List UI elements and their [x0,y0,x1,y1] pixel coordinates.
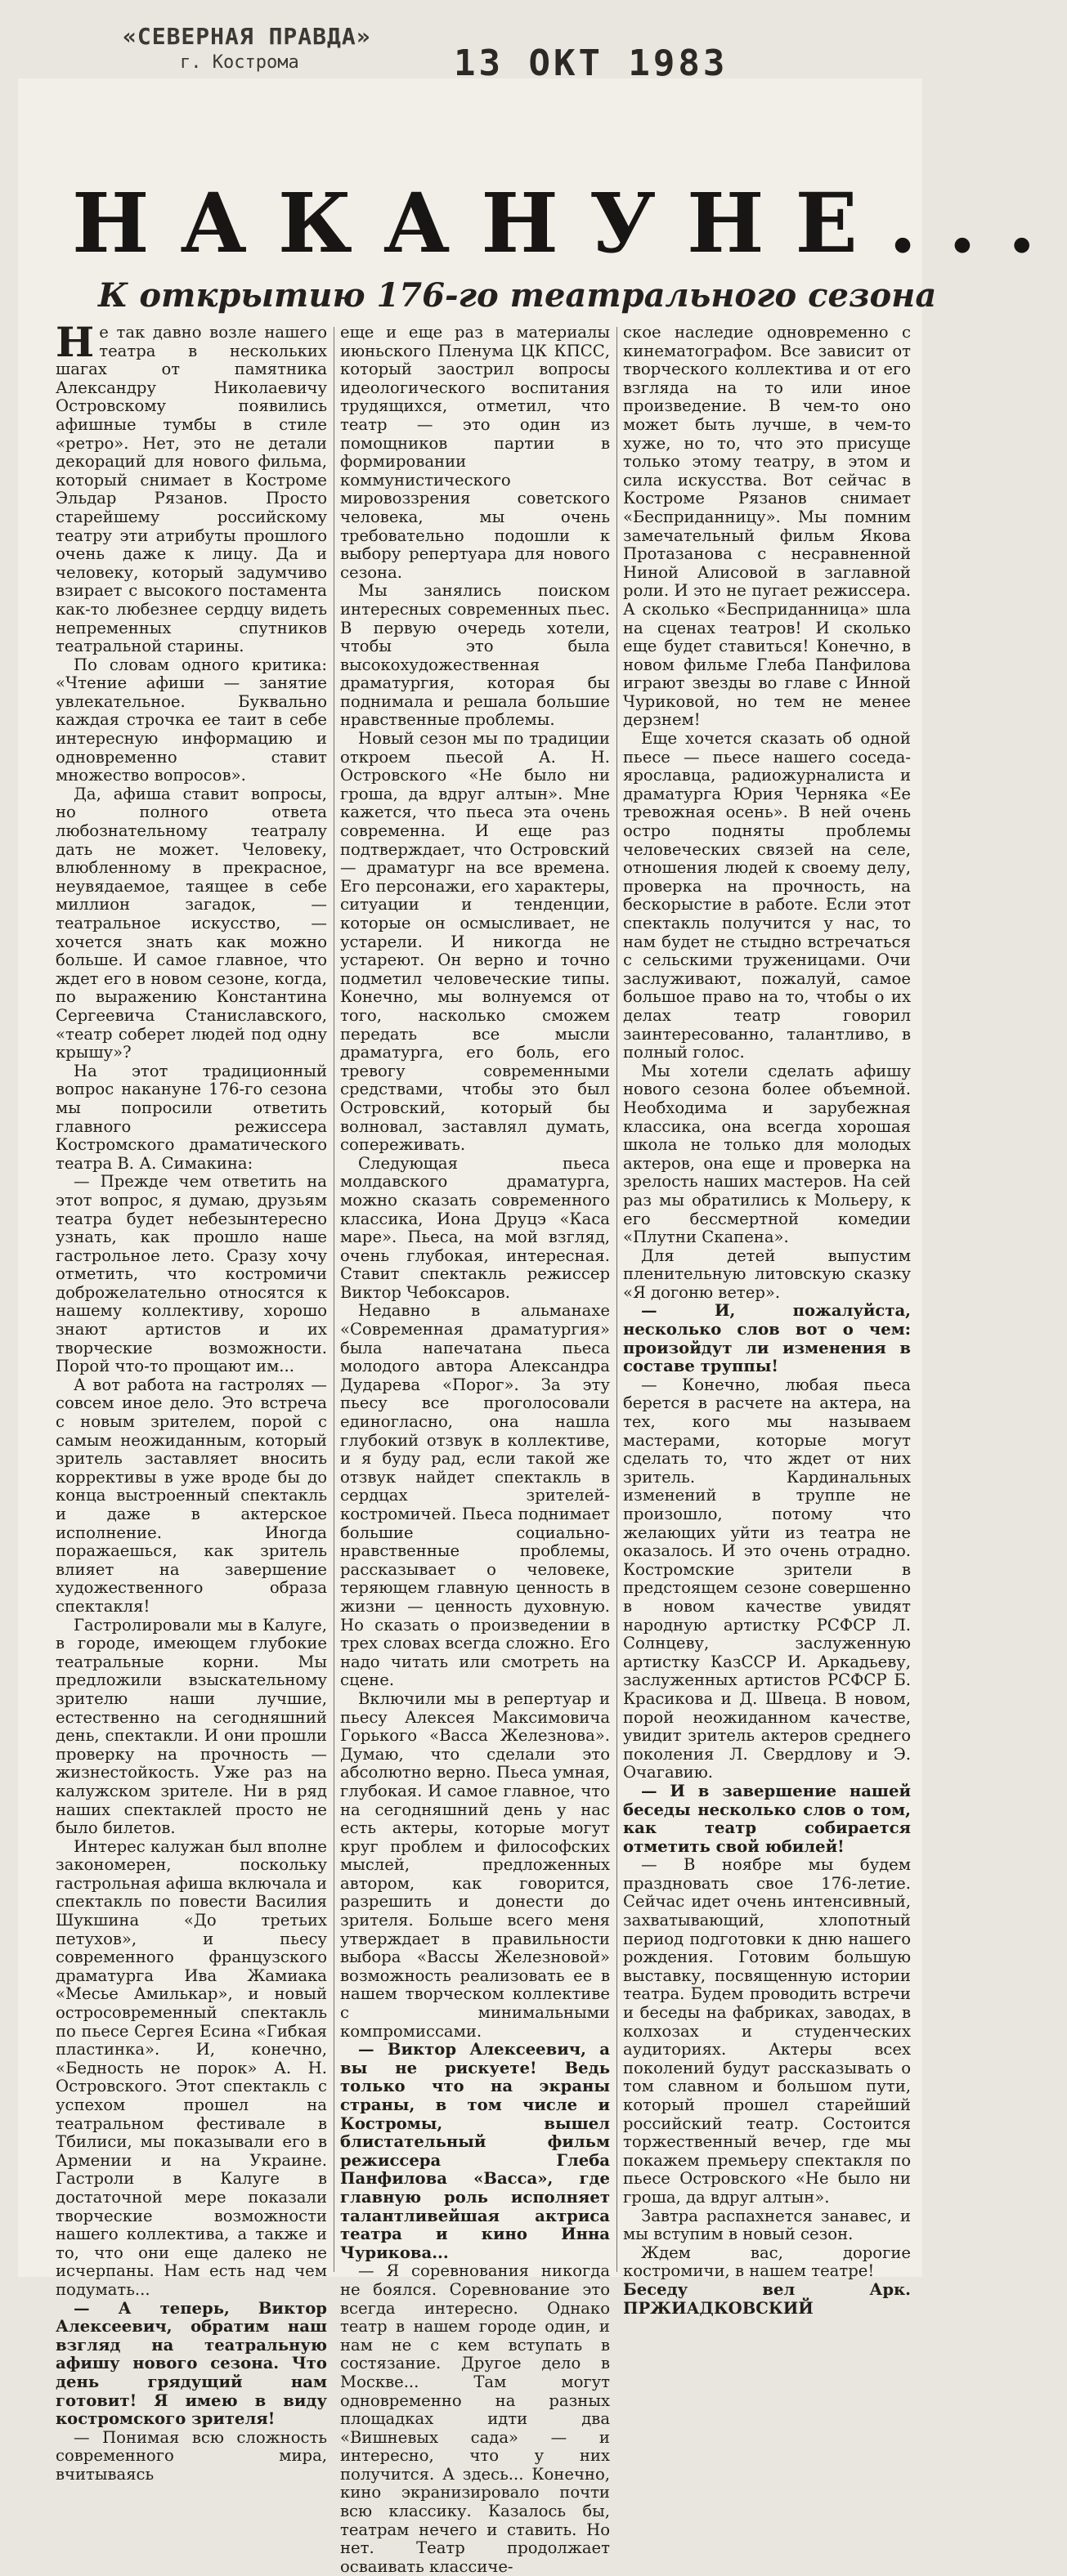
article-paragraph: Недавно в альманахе «Современная драматургия» была напечатана пьеса молодого автора Александра Дударева «Порог». За эту пьесу все проголосовали единогласно, она нашла глубокий отзвук в коллективе, и я буду рад, если такой же отзвук найдет спектакль в сердцах зрителей-костромичей. Пьеса поднимает большие социально-нравственные проблемы, рассказывает о человеке, теряющем главную ценность в жизни — ценность духовную. Но сказать о произведении в трех словах всегда сложно. Его надо читать или смотреть на сцене. [340,1301,610,1690]
article-paragraph: — Прежде чем ответить на этот вопрос, я думаю, друзьям театра будет небезынтересно узнать, как прошло наше гастрольное лето. Сразу хочу отметить, что костромичи доброжелательно относятся к нашему коллективу, хорошо знают артистов и их творческие возможности. Порой что-то прощают им... [56,1172,327,1376]
article-paragraph: Новый сезон мы по традиции откроем пьесой А. Н. Островского «Не было ни гроша, да вдруг алтын». Мне кажется, что пьеса эта очень современна. И еще раз подтверждает, что Островский — драматург на все времена. Его персонажи, его характеры, ситуации и тенденции, которые он осмысливает, не устарели. И никогда не устареют. Он верно и точно подметил человеческие типы. Конечно, мы волнуемся от того, насколько сможем передать все мысли драматурга, его боль, его тревогу современными средствами, чтобы это был Островский, который бы волновал, заставлял думать, сопереживать. [340,729,610,1155]
article-paragraph: еще и еще раз в материалы июньского Пленума ЦК КПСС, который заострил вопросы идеологического воспитания трудящихся, отметил, что театр — это один из помощников партии в формировании коммунистического мировоззрения советского человека, мы очень требовательно подошли к выбору репертуара для нового сезона. [340,323,610,582]
article-column-3 [623,323,911,2318]
article-paragraph: Мы хотели сделать афишу нового сезона более объемной. Необходима и зарубежная классика, она всегда хорошая школа не только для молодых актеров, она еще и проверка на зрелость наших мастеров. На сей раз мы обратились к Мольеру, к его бессмертной комедии «Плутни Скапена». [623,1061,911,1247]
article-paragraph: Гастролировали мы в Калуге, в городе, имеющем глубокие театральные корни. Мы предложили взыскательному зрителю наши лучшие, естественно на сегодняшний день, спектакли. И они прошли проверку на прочность — жизнестойкость. Уже раз на калужском зрителе. Ни в ряд наших спектаклей просто не было билетов. [56,1615,327,1838]
article-paragraph: По словам одного критика: «Чтение афиши — занятие увлекательное. Буквально каждая строчка ее таит в себе интересную информацию и одновременно ставит множество вопросов». [56,655,327,785]
subheadline: К открытию 176-го театрального сезона [98,276,937,315]
article-paragraph: Завтра распахнется занавес, и мы вступим в новый сезон. [623,2206,911,2244]
article-paragraph: — В ноябре мы будем праздновать свое 176-летие. Сейчас идет очень интенсивный, захватывающий, хлопотный период подготовки к дню нашего рождения. Готовим большую выставку, посвященную истории театра. Будем проводить встречи и беседы на фабриках, заводах, в колхозах и студенческих аудиториях. Актеры всех поколений будут рассказывать о том славном и большом пути, который прошел старейший российский театр. Состоится торжественный вечер, где мы покажем премьеру спектакля по пьесе Островского «Не было ни гроша, да вдруг алтын». [623,1855,911,2207]
article-paragraph: Еще хочется сказать об одной пьесе — пьесе нашего соседа-ярославца, радиожурналиста и драматурга Юрия Черняка «Ее тревожная осень». В ней очень остро подняты проблемы человеческих связей на селе, отношения людей к своему делу, проверка на прочность, на бескорыстие в работе. Если этот спектакль получится у нас, то нам будет не стыдно встречаться с сельскими труженицами. Очи заслуживают, пожалуй, самое большое право на то, чтобы о их делах театр говорил заинтересованно, талантливо, в полный голос. [623,729,911,1062]
article-paragraph: — Конечно, любая пьеса берется в расчете на актера, на тех, кого мы называем мастерами, которые могут сделать то, что ждет от них зритель. Кардинальных изменений в труппе не произошло, потому что желающих уйти из театра не оказалось. И это очень отрадно. Костромские зрители в предстоящем сезоне совершенно в новом качестве увидят народную артистку РСФСР Л. Солнцеву, заслуженную артистку КазССР И. Аркадьеву, заслуженных артистов РСФСР Б. Красикова и Д. Швеца. В новом, порой неожиданном качестве, увидит зритель актеров среднего поколения Л. Свердлову и Э. Очагавию. [623,1375,911,1782]
column-divider [616,327,617,2272]
article-paragraph: Мы занялись поиском интересных современных пьес. В первую очередь хотели, чтобы это была высокохудожественная драматургия, которая бы поднимала и решала большие нравственные проблемы. [340,581,610,730]
stamp-newspaper-name: «СЕВЕРНАЯ ПРАВДА» [123,23,371,50]
article-paragraph: — Понимая всю сложность современного мира, вчитываясь [56,2427,327,2484]
article-paragraph: Ждем вас, дорогие костромичи, в нашем театре! [623,2243,911,2281]
stamp-date: 13 ОКТ 1983 [454,42,729,84]
newspaper-stamp [123,23,371,75]
article-paragraph: ское наследие одновременно с кинематографом. Все зависит от творческого коллектива и от его взгляда на то или иное произведение. В чем-то оно может быть лучше, в чем-то хуже, но то, что это присуще только этому театру, в этом и сила искусства. Вот сейчас в Костроме Рязанов снимает «Бесприданницу». Мы помним замечательный фильм Якова Протазанова с несравненной Ниной Алисовой в заглавной роли. И это не пугает режиссера. А сколько «Бесприданница» шла на сценах театров! И сколько еще будет ставиться! Конечно, в новом фильме Глеба Панфилова играют звезды во главе с Инной Чуриковой, но тем не менее дерзнем! [623,323,911,730]
stamp-city: г. Кострома [180,52,299,73]
interview-question: — Виктор Алексеевич, а вы не рискуете! Ведь только что на экраны страны, в том числе и Костромы, вышел блистательный фильм режиссера Глеба Панфилова «Васса», где главную роль исполняет талантливейшая актриса театра и кино Инна Чурикова... [340,2040,610,2262]
article-paragraph: Для детей выпустим пленительную литовскую сказку «Я догоню ветер». [623,1246,911,1302]
interview-question: — И, пожалуйста, несколько слов вот о чем: произойдут ли изменения в составе труппы! [623,1301,911,1376]
article-column-1 [56,318,327,2484]
article-paragraph: На этот традиционный вопрос накануне 176-го сезона мы попросили ответить главного режиссера Костромского драматического театра В. А. Симакина: [56,1061,327,1173]
interview-question: — И в завершение нашей беседы несколько слов о том, как театр собирается отметить свой юбилей! [623,1781,911,1856]
article-paragraph [56,318,327,656]
article-paragraph: Следующая пьеса молдавского драматурга, можно сказать современного классика, Иона Друцэ «Каса маре». Пьеса, на мой взгляд, очень глубокая, интересная. Ставит спектакль режиссер Виктор Чебоксаров. [340,1153,610,1302]
article-paragraph: — Я соревнования никогда не боялся. Соревнование это всегда интересно. Однако театр в нашем городе один, и нам не с кем вступать в состязание. Другое дело в Москве... Там могут одновременно на разных площадках идти два «Вишневых сада» — и интересно, что у них получится. А здесь... Конечно, кино экранизировало почти всю классику. Казалось бы, театрам нечего и ставить. Но нет. Театр продолжает осваивать классиче- [340,2261,610,2576]
paragraph-text: е так давно возле нашего театра в нескольких шагах от памятника Александру Николаевичу Островскому появились афишные тумбы в стиле «ретро». Нет, это не детали декораций для нового фильма, который снимает в Костроме Эльдар Рязанов. Просто старейшему российскому театру эти атрибуты прошлого очень даже к лицу. Да и человеку, который задумчиво взирает с высокого постамента как-то любезнее сердцу видеть непременных спутников театральной старины. [56,323,327,656]
signature: Беседу вел Арк. ПРЖИАДКОВСКИЙ [623,2279,911,2318]
drop-cap: Н [56,318,95,366]
article-paragraph: Включили мы в репертуар и пьесу Алексея Максимовича Горького «Васса Железнова». Думаю, что сделали это абсолютно верно. Пьеса умная, глубокая. И самое главное, что на сегодняшний день у нас есть актеры, которые могут круг проблем и философских мыслей, предложенных автором, как говорится, разрешить и донести до зрителя. Больше всего меня утверждает в правильности выбора «Вассы Железновой» возможность реализовать ее в нашем творческом коллективе с минимальными компромиссами. [340,1688,610,2041]
headline: НАКАНУНЕ... [72,175,1067,271]
article-paragraph: А вот работа на гастролях — совсем иное дело. Это встреча с новым зрителем, порой с самым неожиданным, который зритель заставляет вносить коррективы в уже вроде бы до конца выстроенный спектакль и даже в актерское исполнение. Иногда поражаешься, как зритель влияет на завершение художественного образа спектакля! [56,1375,327,1616]
article-paragraph: Да, афиша ставит вопросы, но полного ответа любознательному театралу дать не может. Человеку, влюбленному в прекрасное, неувядаемое, таящее в себе миллион загадок, — театральное искусство, — хочется знать как можно больше. И самое главное, что ждет его в новом сезоне, когда, по выражению Константина Сергеевича Станиславского, «театр соберет людей под одну крышу»? [56,784,327,1062]
article-paragraph: Интерес калужан был вполне закономерен, поскольку гастрольная афиша включала и спектакль по повести Василия Шукшина «До третьих петухов», и пьесу современного французского драматурга Ива Жамиака «Месье Амилькар», и новый остросовременный спектакль по пьесе Сергея Есина «Гибкая пластинка». И, конечно, «Бедность не порок» А. Н. Островского. Этот спектакль с успехом прошел на театральном фестивале в Тбилиси, мы показывали его в Армении и на Украине. Гастроли в Калуге в достаточной мере показали творческие возможности нашего коллектива, а также и то, что они еще далеко не исчерпаны. Нам есть над чем подумать... [56,1836,327,2299]
article-column-2 [340,323,610,2576]
interview-question: — А теперь, Виктор Алексеевич, обратим наш взгляд на театральную афишу нового сезона. Что день грядущий нам готовит! Я имею в виду костромского зрителя! [56,2298,327,2429]
